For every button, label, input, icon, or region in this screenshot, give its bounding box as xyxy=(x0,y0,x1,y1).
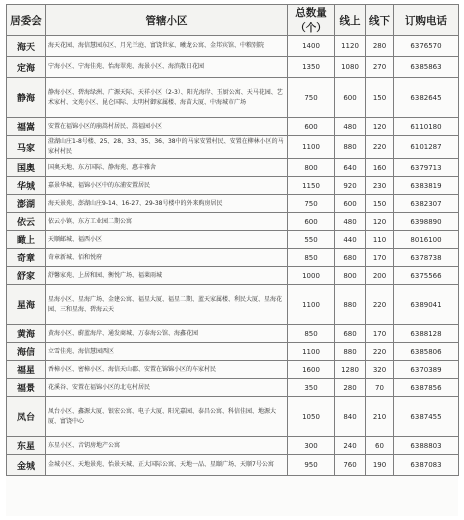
header-total: 总数量（个） xyxy=(288,5,335,36)
online-cell: 480 xyxy=(335,213,366,231)
offline-cell: 230 xyxy=(366,177,394,195)
online-cell: 800 xyxy=(335,267,366,285)
phone-cell: 6110180 xyxy=(394,118,459,136)
header-online: 线上 xyxy=(335,5,366,36)
online-cell: 440 xyxy=(335,231,366,249)
committee-cell: 定海 xyxy=(7,57,46,78)
committee-cell: 静海 xyxy=(7,78,46,118)
offline-cell: 270 xyxy=(366,57,394,78)
phone-cell: 6382307 xyxy=(394,195,459,213)
table-row xyxy=(7,455,459,476)
offline-cell: 170 xyxy=(366,249,394,267)
online-cell: 760 xyxy=(335,455,366,476)
offline-cell: 110 xyxy=(366,231,394,249)
phone-cell: 6388803 xyxy=(394,437,459,455)
header-phone: 订购电话 xyxy=(394,5,459,36)
online-cell: 640 xyxy=(335,159,366,177)
offline-cell: 70 xyxy=(366,379,394,397)
table-row xyxy=(7,136,459,159)
community-table xyxy=(6,4,459,476)
offline-cell: 120 xyxy=(366,213,394,231)
area-cell: 澄湖山庄1-8号楼、25、28、33、35、36、38中的马家安置村民、安置在柳林小区的马家村村民 xyxy=(46,136,288,159)
total-cell: 750 xyxy=(288,195,335,213)
committee-cell: 福嵩 xyxy=(7,118,46,136)
area-cell: 凤台小区、鑫源大厦、银宏公寓、电子大厦、阳光嘉园、泰昌公寓、科信佳园、地源大厦、富饶中心 xyxy=(46,397,288,437)
table-row xyxy=(7,249,459,267)
committee-cell: 马家 xyxy=(7,136,46,159)
table-row xyxy=(7,213,459,231)
online-cell: 1080 xyxy=(335,57,366,78)
phone-cell: 6385863 xyxy=(394,57,459,78)
total-cell: 600 xyxy=(288,118,335,136)
phone-cell: 6387083 xyxy=(394,455,459,476)
offline-cell: 220 xyxy=(366,343,394,361)
total-cell: 800 xyxy=(288,159,335,177)
online-cell: 880 xyxy=(335,343,366,361)
phone-cell: 6378738 xyxy=(394,249,459,267)
offline-cell: 120 xyxy=(366,118,394,136)
table-row xyxy=(7,361,459,379)
committee-cell: 凤台 xyxy=(7,397,46,437)
phone-cell: 6385806 xyxy=(394,343,459,361)
area-cell: 舒馨家苑、上居和园、衡悦广场、福莱雨城 xyxy=(46,267,288,285)
online-cell: 920 xyxy=(335,177,366,195)
committee-cell: 金城 xyxy=(7,455,46,476)
committee-cell: 澎湖 xyxy=(7,195,46,213)
phone-cell: 6389041 xyxy=(394,285,459,325)
phone-cell: 6370389 xyxy=(394,361,459,379)
online-cell: 1120 xyxy=(335,36,366,57)
committee-cell: 国奥 xyxy=(7,159,46,177)
area-cell: 海天景苑、澎湖山庄9-14、16-27、29-38号楼中的外来购房居民 xyxy=(46,195,288,213)
header-offline: 线下 xyxy=(366,5,394,36)
community-table-sheet xyxy=(6,4,458,516)
table-row xyxy=(7,78,459,118)
online-cell: 240 xyxy=(335,437,366,455)
online-cell: 600 xyxy=(335,78,366,118)
committee-cell: 海信 xyxy=(7,343,46,361)
online-cell: 680 xyxy=(335,249,366,267)
phone-cell: 6388128 xyxy=(394,325,459,343)
offline-cell: 60 xyxy=(366,437,394,455)
area-cell: 星海小区、星海广场、金建公寓、福星大厦、福星二期、蓝天家属楼、利民大厦、星海花园、三和星海、碧海云天 xyxy=(46,285,288,325)
offline-cell: 150 xyxy=(366,195,394,213)
table-row xyxy=(7,36,459,57)
total-cell: 550 xyxy=(288,231,335,249)
offline-cell: 200 xyxy=(366,267,394,285)
committee-cell: 舒家 xyxy=(7,267,46,285)
header-area: 管辖小区 xyxy=(46,5,288,36)
table-row xyxy=(7,195,459,213)
committee-cell: 福景 xyxy=(7,379,46,397)
offline-cell: 210 xyxy=(366,397,394,437)
header-committee: 居委会 xyxy=(7,5,46,36)
area-cell: 国奥天地、东方国际、静海苑、惠丰雅舍 xyxy=(46,159,288,177)
phone-cell: 6376570 xyxy=(394,36,459,57)
area-cell: 宁海小区、宁海佳苑、怡海翠苑、海景小区、海滨散日花园 xyxy=(46,57,288,78)
committee-cell: 黄海 xyxy=(7,325,46,343)
table-row xyxy=(7,343,459,361)
phone-cell: 6382645 xyxy=(394,78,459,118)
area-cell: 奇章新城、佰和悦府 xyxy=(46,249,288,267)
table-row xyxy=(7,57,459,78)
total-cell: 300 xyxy=(288,437,335,455)
table-row xyxy=(7,177,459,195)
phone-cell: 6379713 xyxy=(394,159,459,177)
phone-cell: 8016100 xyxy=(394,231,459,249)
area-cell: 黄海小区、蔚蓝海岸、通发商城、万泰海公馆、海鑫花园 xyxy=(46,325,288,343)
total-cell: 1350 xyxy=(288,57,335,78)
online-cell: 680 xyxy=(335,325,366,343)
area-cell: 依云小镇、东方工业园二期公寓 xyxy=(46,213,288,231)
total-cell: 1100 xyxy=(288,343,335,361)
total-cell: 950 xyxy=(288,455,335,476)
table-body xyxy=(7,36,459,476)
online-cell: 280 xyxy=(335,379,366,397)
total-cell: 1100 xyxy=(288,136,335,159)
committee-cell: 星海 xyxy=(7,285,46,325)
area-cell: 海天花园、海信慧园东区、月光兰庭、富饶世家、曦龙公寓、金邦宾馆、中粮别院 xyxy=(46,36,288,57)
online-cell: 480 xyxy=(335,118,366,136)
committee-cell: 海天 xyxy=(7,36,46,57)
total-cell: 1400 xyxy=(288,36,335,57)
online-cell: 880 xyxy=(335,136,366,159)
offline-cell: 320 xyxy=(366,361,394,379)
committee-cell: 东星 xyxy=(7,437,46,455)
offline-cell: 280 xyxy=(366,36,394,57)
total-cell: 1000 xyxy=(288,267,335,285)
committee-cell: 华城 xyxy=(7,177,46,195)
offline-cell: 170 xyxy=(366,325,394,343)
total-cell: 600 xyxy=(288,213,335,231)
area-cell: 静海小区、碧海绿洲、广源天际、天祥小区（2-3）、阳光海岸、玉厨公寓、天马花园、艺术家村、文苑小区、昆仑国际、太明村御家属楼、海苗大厦、中海城市广场 xyxy=(46,78,288,118)
phone-cell: 6387856 xyxy=(394,379,459,397)
committee-cell: 福星 xyxy=(7,361,46,379)
area-cell: 花溪谷、安置在福锦小区的北屯村居民 xyxy=(46,379,288,397)
area-cell: 金城小区、天地景苑、怡景天城、正大国际公寓、天地一品、星颐广场、天顺7号公寓 xyxy=(46,455,288,476)
offline-cell: 160 xyxy=(366,159,394,177)
total-cell: 350 xyxy=(288,379,335,397)
phone-cell: 6387455 xyxy=(394,397,459,437)
total-cell: 1150 xyxy=(288,177,335,195)
table-row xyxy=(7,231,459,249)
total-cell: 1600 xyxy=(288,361,335,379)
table-row xyxy=(7,285,459,325)
committee-cell: 依云 xyxy=(7,213,46,231)
online-cell: 880 xyxy=(335,285,366,325)
area-cell: 立雪佳苑、海信慧园西区 xyxy=(46,343,288,361)
total-cell: 850 xyxy=(288,325,335,343)
committee-cell: 奇章 xyxy=(7,249,46,267)
area-cell: 嘉景华城、福锦小区中的东浦安置居民 xyxy=(46,177,288,195)
total-cell: 750 xyxy=(288,78,335,118)
table-row xyxy=(7,267,459,285)
table-row xyxy=(7,325,459,343)
table-row xyxy=(7,118,459,136)
total-cell: 1050 xyxy=(288,397,335,437)
offline-cell: 150 xyxy=(366,78,394,118)
online-cell: 840 xyxy=(335,397,366,437)
total-cell: 1100 xyxy=(288,285,335,325)
area-cell: 东星小区、音钥房地产公寓 xyxy=(46,437,288,455)
total-cell: 850 xyxy=(288,249,335,267)
online-cell: 600 xyxy=(335,195,366,213)
phone-cell: 6383819 xyxy=(394,177,459,195)
offline-cell: 220 xyxy=(366,136,394,159)
committee-cell: 瞰上 xyxy=(7,231,46,249)
phone-cell: 6398890 xyxy=(394,213,459,231)
area-cell: 安置在福锦小区的崩嵩村居民、嵩福园小区 xyxy=(46,118,288,136)
table-row xyxy=(7,379,459,397)
table-row xyxy=(7,397,459,437)
table-row xyxy=(7,437,459,455)
offline-cell: 220 xyxy=(366,285,394,325)
area-cell: 香樟小区、密樟小区、海信天山郡、安置在锦锦小区的车家村民 xyxy=(46,361,288,379)
offline-cell: 190 xyxy=(366,455,394,476)
area-cell: 天顺邮城、福西小区 xyxy=(46,231,288,249)
online-cell: 1280 xyxy=(335,361,366,379)
table-header xyxy=(7,5,459,36)
phone-cell: 6375566 xyxy=(394,267,459,285)
phone-cell: 6101287 xyxy=(394,136,459,159)
table-row xyxy=(7,159,459,177)
